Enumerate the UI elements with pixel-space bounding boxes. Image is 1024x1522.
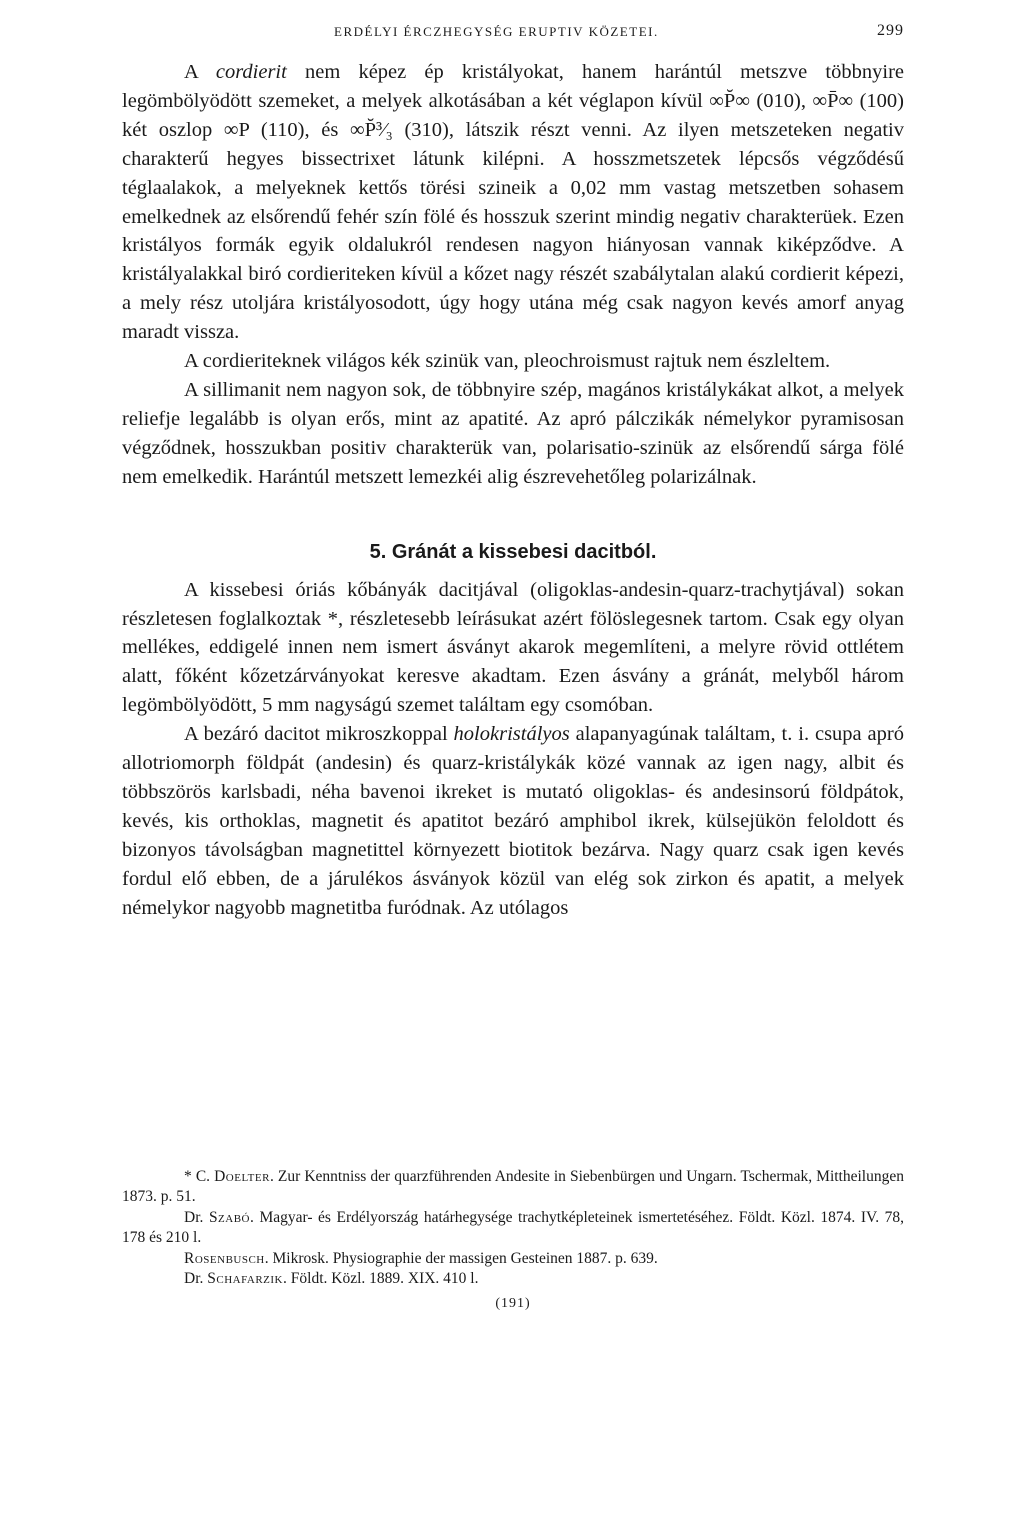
running-title: ERDÉLYI ÉRCZHEGYSÉG ERUPTIV KÖZETEI. xyxy=(334,24,659,39)
author-name: Szabó xyxy=(208,1208,251,1226)
author-name: Schafarzik xyxy=(207,1270,284,1288)
footnote-rosenbusch: Rosenbusch. Mikrosk. Physiographie der massigen Gesteinen 1887. p. 639. xyxy=(184,1249,658,1267)
paragraph-dacit xyxy=(122,720,904,922)
paragraph-kissebes: A kissebesi óriás kőbányák dacitjával (oligoklas-andesin-quarz-trachytjával) sokan részletesen foglalkoztak *, részletesebb leírásukat azért fölöslegesnek tartom. Csak egy olyan mellékes, eddigelé innen nem ismert ásványt akarok megemlíteni, a melyre rövid ottlétem alatt, főként kőzetzárványokat keresve akadtam. Ezen ásvány a gránát, melyből három legömbölyödött, 5 mm nagyságú szemet találtam egy csomóban. xyxy=(122,578,904,717)
italic-term: cordierit xyxy=(215,61,287,83)
paragraph-text: alapanyagúnak találtam, t. i. csupa apró allotriomorph földpát (andesin) és quarz-kristálykák közé vannak az igen nagy, albit és többszörös karlsbadi, néha bavenoi ikreket is mutató oligoklas- és andesinsorú földpátok, kevés, kis orthoklas, magnetit és apatitot bezáró amphibol ikrek, külsejükön feloldott és bizonyos távolságban magnetittel környezett biotitok bezárva. Nagy quarz csak igen kevés fordul elő ebben, de a járulékos ásványok közül van elég sok zirkon és apatit, a melyek némelykor nagyobb magnetitba furódnak. Az utólagos xyxy=(122,723,904,919)
footnote-szabo: Dr. Szabó. Magyar- és Erdélyország határhegysége trachytképleteinek ismertetéséhez. Földt. Közl. 1874. IV. 78, 178 és 210 l. xyxy=(122,1208,905,1247)
page-number: 299 xyxy=(877,22,904,39)
author-name: Doelter xyxy=(214,1168,270,1185)
paragraph-text: A bezáró dacitot mikroszkoppal xyxy=(184,723,454,746)
paragraph-cordierit-color: A cordieriteknek világos kék szinük van, pleochroismust rajtuk nem észleltem. xyxy=(184,350,831,373)
paragraph-text: nem képez ép kristályokat, hanem harántúl metszve többnyire legömbölyödött szemeket, a melyek alkotásában a két véglapon kívül ∞P̆∞ (010), ∞P̄∞ (100) két oszlop ∞P (110), és ∞P̆³⁄₃ (310), látszik részt venni. Az ilyen metszeteken negativ charakterű hegyes bissectrixet látunk kilépni. A hosszmetszetek lépcsős végződésű téglaalakok, a melyeknek kettős törési szineik a 0,02 mm vastag metszetben sohasem emelkednek az elsőrendű fehér szín fölé és hosszuk szerint mindig negativ charakterüek. Ezen kristályos formák egyik oldalukról rendesen nagyon hiányosan vannak kiképződve. A kristályalakkal biró cordieriteken kívül a kőzet nagy részét szabálytalan alakú cordierit képezi, a mely rész utoljára kristályosodott, úgy hogy utána még csak nagyon kevés amorf anyag maradt vissza. xyxy=(122,61,904,344)
italic-term: holokristályos xyxy=(453,723,570,746)
footnotes xyxy=(122,1167,904,1289)
signature-mark: (191) xyxy=(495,1296,531,1311)
footnote-doelter: * C. Doelter. Zur Kenntniss der quarzführenden Andesite in Siebenbürgen und Ungarn. Tschermak, Mittheilungen 1873. p. 51. xyxy=(122,1168,904,1206)
paragraph-sillimanit: A sillimanit nem nagyon sok, de többnyire szép, magános kristálykákat alkot, a melyek reliefje legalább is olyan erős, mint az apatité. Az apró pálczikák némelykor pyramisosan végződnek, hosszukban positiv charakterük van, polarisatio-szinük az elsőrendű sárga fölé nem emelkedik. Harántúl metszett lemezkéi alig észrevehetőleg polarizálnak. xyxy=(122,378,904,488)
body-text xyxy=(122,58,904,922)
footnote-schafarzik: Dr. Schafarzik. Földt. Közl. 1889. XIX. 410 l. xyxy=(184,1270,479,1288)
running-header xyxy=(122,24,904,46)
paragraph-cordierit xyxy=(122,58,904,347)
paragraph-text: A xyxy=(184,61,216,83)
section-heading: 5. Gránát a kissebesi dacitból. xyxy=(369,540,657,563)
author-name: Rosenbusch xyxy=(184,1249,265,1267)
